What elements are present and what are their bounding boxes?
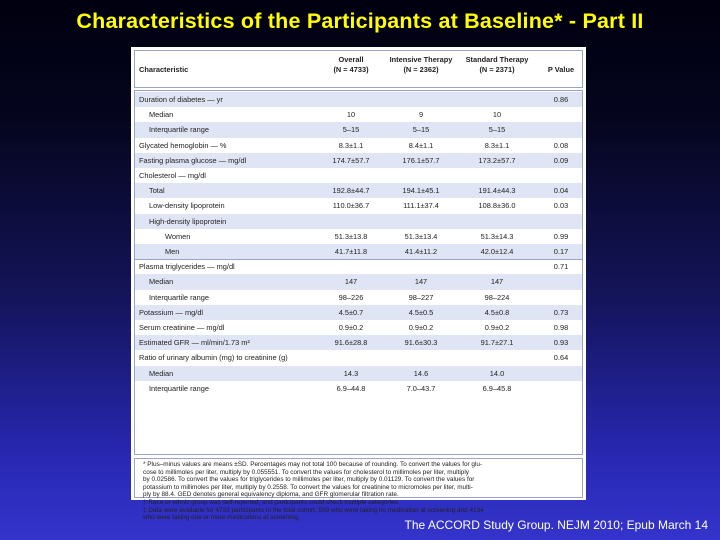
footnote-line: cose to millimoles per liter, multiply by 0.055551. To convert the values for cholesterol to millimoles per liter, multiply (143, 468, 469, 476)
header-standard-n: (N = 2371) (479, 64, 515, 74)
cell-intensive: 0.9±0.2 (408, 323, 434, 332)
cell-standard: 191.4±44.3 (478, 186, 516, 196)
cell-p-value: 0.98 (553, 323, 569, 332)
table-row (135, 320, 582, 335)
header-overall (321, 55, 381, 74)
cell-overall: 4.5±0.7 (338, 307, 364, 317)
cell-standard: 147 (490, 277, 504, 287)
row-label: Interquartile range (149, 383, 209, 393)
cell-overall: 51.3±13.8 (334, 231, 368, 241)
row-label: Plasma triglycerides — mg/dl (139, 262, 235, 272)
table-row (135, 229, 582, 244)
cell-intensive: 176.1±57.7 (402, 155, 440, 165)
row-label: Men (165, 247, 180, 256)
table-row (135, 183, 582, 198)
header-p-value: P Value (547, 65, 575, 74)
table-row (135, 92, 582, 107)
cell-intensive: 194.1±45.1 (402, 186, 440, 196)
cell-overall: 110.0±36.7 (332, 201, 370, 211)
row-label: Median (149, 277, 174, 287)
footnote-line: * Plus–minus values are means ±SD. Percentages may not total 100 because of rounding. To convert the values for glu- (143, 461, 483, 468)
cell-p-value: 0.64 (553, 353, 569, 363)
header-intensive-label: Intensive Therapy (389, 55, 453, 64)
cell-overall: 147 (344, 277, 358, 287)
table-row (135, 198, 582, 213)
table-row (135, 366, 582, 381)
footnote-line: † Race or ethnic group was self-reported, and participants could check multiple categories. (143, 498, 400, 506)
row-label: Median (149, 368, 174, 378)
table-row (135, 168, 582, 183)
cell-intensive: 147 (414, 277, 428, 287)
cell-intensive: 41.4±11.2 (404, 247, 438, 256)
cell-intensive: 5–15 (412, 125, 430, 135)
cell-standard: 6.9–45.8 (482, 383, 512, 393)
cell-intensive: 98–227 (408, 292, 434, 302)
row-label: Fasting plasma glucose — mg/dl (139, 155, 247, 165)
cell-overall: 14.3 (343, 368, 359, 378)
cell-p-value: 0.73 (553, 307, 569, 317)
cell-p-value: 0.08 (553, 140, 569, 150)
table-row (135, 259, 582, 274)
row-label: Women (165, 231, 191, 241)
cell-intensive: 111.1±37.4 (403, 201, 439, 211)
section-divider (135, 259, 582, 260)
row-label: High-density lipoprotein (149, 216, 227, 226)
table-row (135, 350, 582, 365)
table-row (135, 107, 582, 122)
row-label: Ratio of urinary albumin (mg) to creatinine (g) (139, 353, 288, 363)
row-label: Low-density lipoprotein (149, 201, 225, 211)
row-label: Median (149, 110, 174, 120)
table-panel (131, 47, 586, 522)
table-row (135, 290, 582, 305)
table-row (135, 244, 582, 259)
cell-p-value: 0.04 (553, 186, 569, 196)
cell-p-value: 0.71 (553, 262, 569, 272)
cell-p-value: 0.03 (553, 201, 569, 211)
row-label: Serum creatinine — mg/dl (139, 323, 225, 332)
table-row (135, 138, 582, 153)
cell-overall: 8.3±1.1 (338, 140, 364, 150)
table-row (135, 381, 582, 396)
header-characteristic: Characteristic (139, 65, 189, 74)
cell-intensive: 7.0–43.7 (406, 383, 436, 393)
cell-intensive: 91.6±30.3 (404, 338, 438, 348)
citation: The ACCORD Study Group. NEJM 2010; Epub March 14 (404, 518, 708, 532)
header-intensive-n: (N = 2362) (403, 64, 439, 74)
header-overall-n: (N = 4733) (333, 64, 369, 74)
cell-p-value: 0.86 (553, 95, 569, 104)
cell-p-value: 0.17 (553, 247, 569, 256)
cell-standard: 8.3±1.1 (484, 140, 510, 150)
cell-intensive: 51.3±13.4 (404, 231, 438, 241)
cell-overall: 192.8±44.7 (332, 186, 370, 196)
footnote-line: who were taking one or more medications at screening. (143, 514, 300, 522)
row-label: Total (149, 186, 165, 196)
cell-p-value: 0.09 (553, 155, 569, 165)
cell-p-value: 0.93 (553, 338, 569, 348)
cell-standard: 10 (492, 110, 502, 120)
cell-standard: 5–15 (488, 125, 506, 135)
cell-intensive: 9 (418, 110, 424, 120)
cell-standard: 91.7±27.1 (480, 338, 514, 348)
row-label: Duration of diabetes — yr (139, 95, 223, 104)
table-header (134, 50, 583, 88)
cell-overall: 5–15 (342, 125, 360, 135)
header-intensive (385, 55, 457, 74)
table-row (135, 214, 582, 229)
table-row (135, 335, 582, 350)
cell-overall: 41.7±11.8 (334, 247, 368, 256)
table-body (134, 90, 583, 455)
cell-standard: 173.2±57.7 (478, 155, 516, 165)
cell-standard: 14.0 (489, 368, 505, 378)
cell-overall: 0.9±0.2 (338, 323, 364, 332)
row-label: Interquartile range (149, 125, 209, 135)
footnote-line: ply by 88.4. GED denotes general equivalency diploma, and GFR glomerular filtration rate. (143, 491, 399, 499)
cell-intensive: 4.5±0.5 (408, 307, 434, 317)
row-label: Potassium — mg/dl (139, 307, 204, 317)
cell-overall: 10 (346, 110, 356, 120)
cell-overall: 98–226 (338, 292, 364, 302)
cell-p-value: 0.99 (553, 231, 569, 241)
header-standard-label: Standard Therapy (465, 55, 529, 64)
cell-standard: 98–224 (484, 292, 510, 302)
footnote-line: ‡ Data were available for 4733 participants in the total cohort, 599 who were taking no medication at screening and 4134 (143, 506, 484, 514)
footnote-line: by 0.02586. To convert the values for triglycerides to millimoles per liter, multiply by 0.01129. To convert the values for (143, 476, 475, 484)
slide-title: Characteristics of the Participants at Baseline* - Part II (76, 9, 644, 33)
cell-overall: 174.7±57.7 (332, 155, 370, 165)
cell-intensive: 8.4±1.1 (408, 140, 434, 150)
row-label: Estimated GFR — ml/min/1.73 m² (139, 338, 250, 348)
header-overall-label: Overall (338, 55, 364, 64)
cell-standard: 4.5±0.8 (484, 307, 510, 317)
row-label: Glycated hemoglobin — % (139, 140, 227, 150)
table-row (135, 274, 582, 289)
cell-standard: 0.9±0.2 (484, 323, 510, 332)
row-label: Cholesterol — mg/dl (139, 171, 206, 180)
table-row (135, 122, 582, 137)
table-row (135, 305, 582, 320)
cell-overall: 6.9–44.8 (336, 383, 366, 393)
cell-standard: 51.3±14.3 (480, 231, 514, 241)
footnotes (134, 458, 583, 522)
cell-standard: 42.0±12.4 (480, 247, 514, 256)
table-row (135, 153, 582, 168)
row-label: Interquartile range (149, 292, 209, 302)
cell-overall: 91.6±28.8 (334, 338, 368, 348)
header-standard (459, 55, 535, 74)
footnote-line: potassium to millimoles per liter, multiply by 0.2558. To convert the values for creatinine to micromoles per liter, multi- (143, 483, 473, 491)
cell-standard: 108.8±36.0 (478, 201, 516, 211)
cell-intensive: 14.6 (413, 368, 429, 378)
